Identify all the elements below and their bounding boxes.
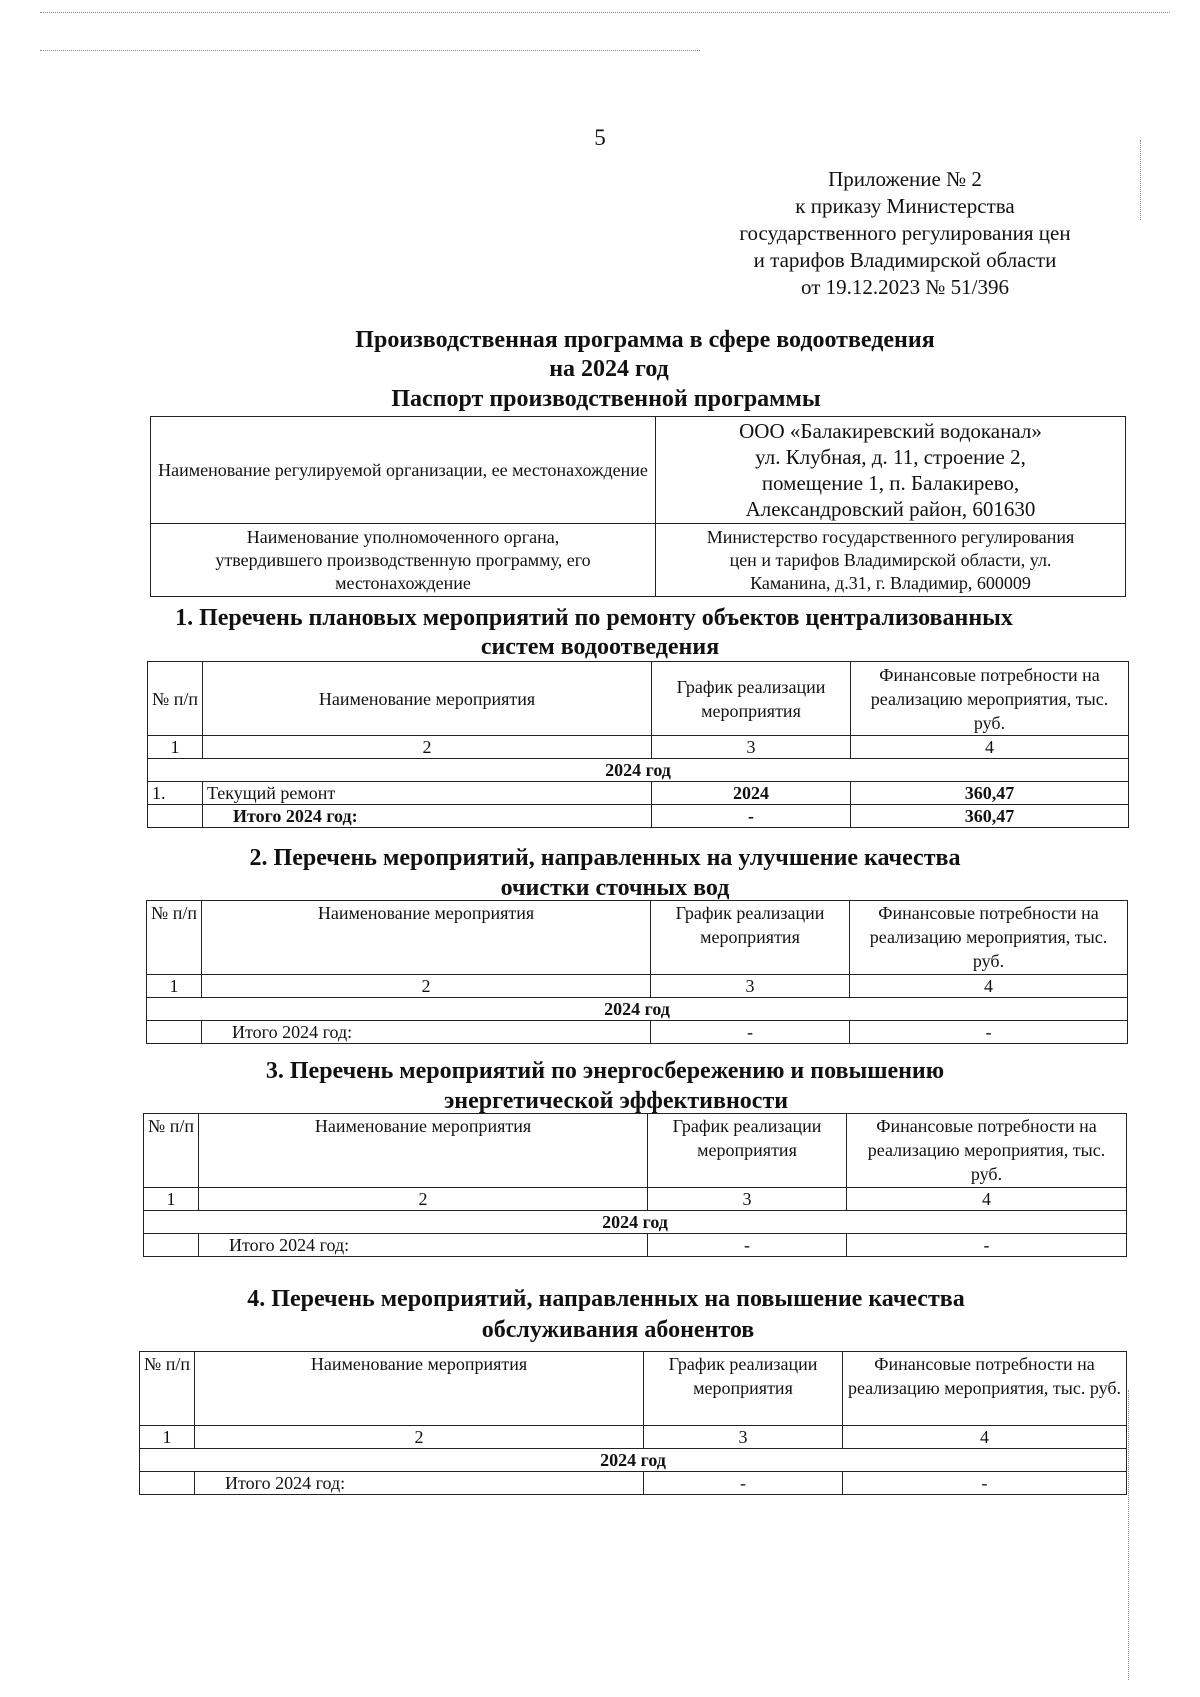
passport-authority-line: цен и тарифов Владимирской области, ул. [729,549,1052,570]
appendix-line: к приказу Министерства [795,194,1015,218]
passport-org-line: помещение 1, п. Балакирево, [761,471,1020,495]
section2-title: 2. Перечень мероприятий, направленных на улучшение качества [249,845,961,871]
header-num: № п/п [144,1114,199,1188]
total-label: Итого 2024 год: [199,1234,648,1257]
passport-org-label-text: Наименование регулируемой организации, ее местонахождение [158,459,648,480]
section1-table [147,661,1129,828]
header-name: Наименование мероприятия [195,1352,644,1426]
col-number: 2 [202,975,651,998]
section3-table [143,1113,1127,1257]
passport-org-line: ООО «Балакиревский водоканал» [739,419,1042,443]
section1-title-cont: систем водоотведения [480,634,720,660]
header-schedule: График реализации мероприятия [652,662,851,736]
passport-org-line: Александровский район, 601630 [745,497,1036,521]
section3-title: 3. Перечень мероприятий по энергосбережению и повышению [265,1058,945,1084]
col-number: 3 [652,736,851,759]
col-number: 1 [147,975,202,998]
row-num: 1. [148,782,203,805]
col-number: 1 [144,1188,199,1211]
total-schedule: - [644,1472,843,1495]
program-year: на 2024 год [549,356,669,382]
total-finance: - [850,1021,1128,1044]
total-finance: 360,47 [851,805,1129,828]
row-schedule: 2024 [652,782,851,805]
program-title: Производственная программа в сфере водоотведения [355,327,935,353]
total-label: Итого 2024 год: [202,1021,651,1044]
appendix-line: государственного регулирования цен [739,221,1071,245]
col-number: 1 [140,1426,195,1449]
col-number: 1 [148,736,203,759]
section4-title: 4. Перечень мероприятий, направленных на повышение качества [247,1286,965,1312]
total-schedule: - [648,1234,847,1257]
year-row: 2024 год [148,759,1129,782]
scan-noise-top-2 [40,50,700,51]
header-schedule: График реализации мероприятия [648,1114,847,1188]
passport-authority-line: Каманина, д.31, г. Владимир, 600009 [750,572,1031,593]
section2-title-cont: очистки сточных вод [500,875,730,901]
row-finance: 360,47 [851,782,1129,805]
header-name: Наименование мероприятия [199,1114,648,1188]
appendix-line: от 19.12.2023 № 51/396 [800,275,1010,299]
total-finance: - [843,1472,1127,1495]
total-num [140,1472,195,1495]
col-number: 4 [847,1188,1127,1211]
header-name: Наименование мероприятия [203,662,652,736]
header-name: Наименование мероприятия [202,901,651,975]
passport-table [150,416,1126,597]
col-number: 4 [850,975,1128,998]
year-row: 2024 год [147,998,1128,1021]
passport-authority-label-line: утвердившего производственную программу, его [215,549,591,570]
passport-authority-line: Министерство государственного регулирования [706,526,1075,547]
header-num: № п/п [148,662,203,736]
section3-title-cont: энергетической эффективности [443,1088,789,1114]
total-schedule: - [651,1021,850,1044]
section4-title-cont: обслуживания абонентов [481,1317,755,1343]
total-finance: - [847,1234,1127,1257]
row-name: Текущий ремонт [203,782,652,805]
passport-authority-label-line: Наименование уполномоченного органа, [246,526,560,547]
appendix-line: и тарифов Владимирской области [753,248,1057,272]
scan-noise-top [40,12,1170,13]
col-number: 3 [644,1426,843,1449]
header-finance: Финансовые потребности на реализацию мероприятия, тыс. руб. [850,901,1128,975]
section4-table [139,1351,1127,1495]
col-number: 2 [203,736,652,759]
passport-org-value [656,417,1126,524]
col-number: 3 [651,975,850,998]
section1-title: 1. Перечень плановых мероприятий по ремонту объектов централизованных [175,605,1013,631]
section2-table [146,900,1128,1044]
total-label: Итого 2024 год: [195,1472,644,1495]
col-number: 3 [648,1188,847,1211]
year-row: 2024 год [140,1449,1127,1472]
col-number: 4 [851,736,1129,759]
passport-org-line: ул. Клубная, д. 11, строение 2, [755,445,1026,469]
passport-org-label [151,417,656,524]
header-num: № п/п [140,1352,195,1426]
passport-title: Паспорт производственной программы [391,386,821,412]
header-finance: Финансовые потребности на реализацию мероприятия, тыс. руб. [847,1114,1127,1188]
col-number: 4 [843,1426,1127,1449]
header-finance: Финансовые потребности на реализацию мероприятия, тыс. руб. [843,1352,1127,1426]
header-schedule: График реализации мероприятия [651,901,850,975]
appendix-line: Приложение № 2 [828,167,982,191]
scan-noise-right-2 [1128,1390,1129,1680]
total-num [144,1234,199,1257]
header-schedule: График реализации мероприятия [644,1352,843,1426]
total-schedule: - [652,805,851,828]
total-num [148,805,203,828]
total-num [147,1021,202,1044]
passport-authority-value [656,524,1126,597]
header-finance: Финансовые потребности на реализацию мероприятия, тыс. руб. [851,662,1129,736]
page-number: 5 [594,125,606,150]
col-number: 2 [199,1188,648,1211]
col-number: 2 [195,1426,644,1449]
year-row: 2024 год [144,1211,1127,1234]
appendix-block [725,166,1085,301]
passport-authority-label-line: местонахождение [335,572,471,593]
passport-authority-label [151,524,656,597]
total-label: Итого 2024 год: [203,805,652,828]
scan-noise-right [1140,140,1141,220]
header-num: № п/п [147,901,202,975]
